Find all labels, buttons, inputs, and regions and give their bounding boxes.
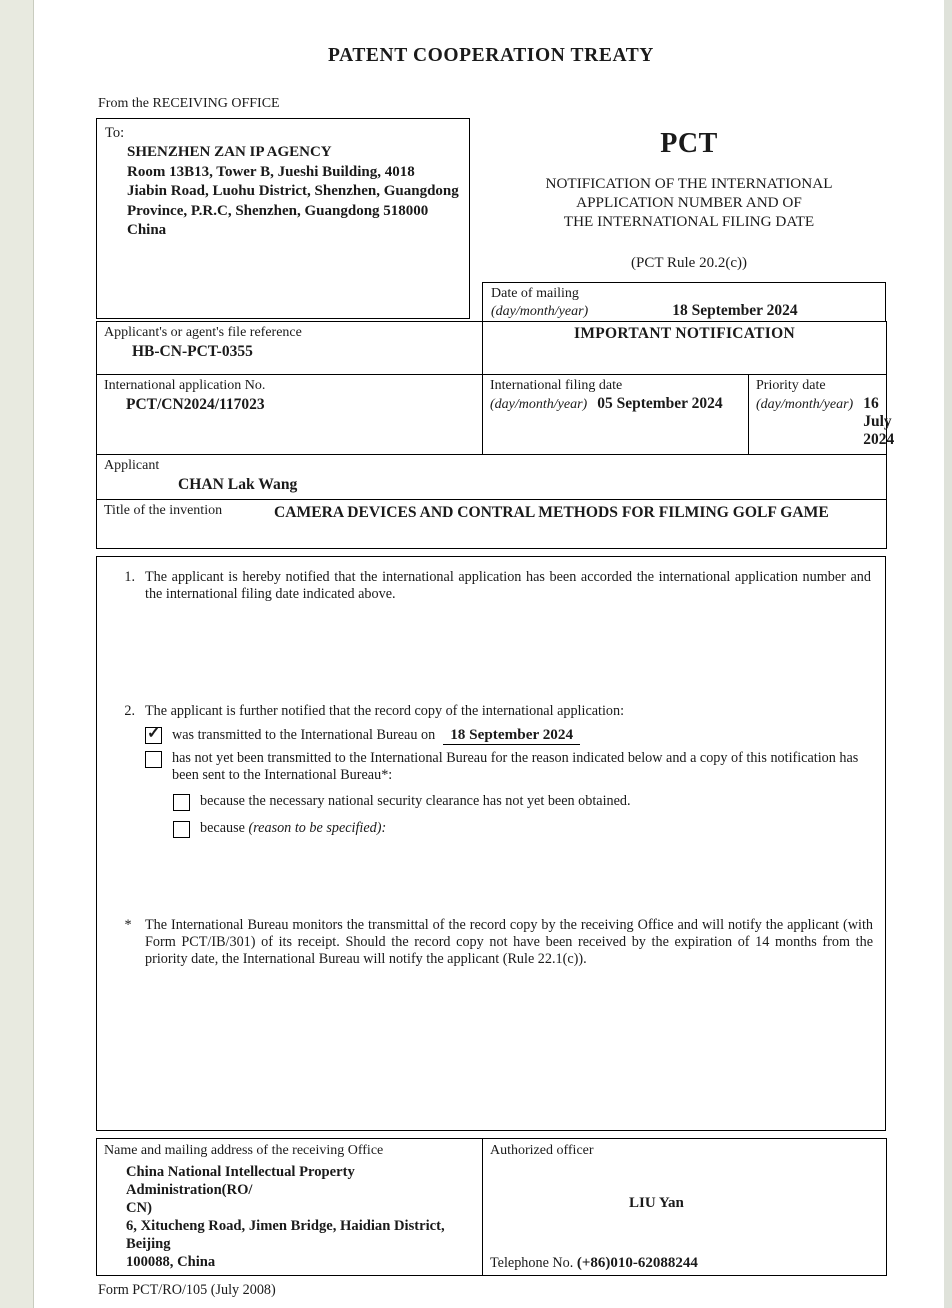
important-notification-cell: IMPORTANT NOTIFICATION xyxy=(483,322,887,375)
authorized-officer-name: LIU Yan xyxy=(629,1195,684,1211)
item-2-number: 2. xyxy=(124,703,135,719)
telephone-value: (+86)010-62088244 xyxy=(576,1255,698,1271)
header-section xyxy=(96,118,886,321)
from-receiving-office-label: From the RECEIVING OFFICE xyxy=(98,96,280,111)
notification-item-1 xyxy=(111,569,871,603)
addressee-box xyxy=(96,118,470,319)
filing-date-cell xyxy=(483,375,749,455)
pct-subtitle-line-3: THE INTERNATIONAL FILING DATE xyxy=(563,213,815,230)
filing-date-label: International filing date xyxy=(490,378,623,393)
application-number-cell xyxy=(97,375,483,455)
pct-subtitle-line-2: APPLICATION NUMBER AND OF xyxy=(576,194,802,211)
table-row xyxy=(97,1139,887,1276)
pct-subtitle-line-1: NOTIFICATION OF THE INTERNATIONAL xyxy=(545,175,833,192)
checkbox-other-reason-hint: (reason to be specified): xyxy=(248,820,387,836)
receiving-office-label: Name and mailing address of the receiving Office xyxy=(104,1143,384,1158)
receiving-office-address xyxy=(126,1163,475,1271)
telephone-row xyxy=(490,1255,698,1272)
checkbox-security-clearance-label: because the necessary national security clearance has not yet been obtained. xyxy=(200,793,631,809)
addressee-line: Province, P.R.C, Shenzhen, Guangdong 518000 xyxy=(127,202,429,219)
checkbox-security-clearance[interactable] xyxy=(173,794,190,811)
priority-date-label: Priority date xyxy=(756,378,826,393)
document-sheet xyxy=(96,0,895,1299)
notification-item-2 xyxy=(111,703,871,720)
table-row xyxy=(97,375,887,455)
filing-date-row xyxy=(490,395,741,413)
application-number-label: International application No. xyxy=(104,378,266,393)
pct-rule-reference: (PCT Rule 20.2(c)) xyxy=(631,255,747,271)
authorized-officer-cell xyxy=(483,1139,887,1276)
footnote-text: The International Bureau monitors the transmittal of the record copy by the receiving Office and will notify the applicant (with Form PCT/IB/301) of its receipt. Should the record copy not have been received by the expiration of 14 months from the priority date, the International Bureau will notify the applicant (Rule 22.1(c)). xyxy=(145,917,873,967)
invention-title-cell xyxy=(97,500,887,549)
date-of-mailing-row xyxy=(491,302,877,320)
priority-date-value: 16 July 2024 xyxy=(863,395,895,448)
item-1-text: The applicant is hereby notified that the international application has been accorded the international application number and the international filing date indicated above. xyxy=(145,569,871,602)
table-row xyxy=(97,455,887,500)
form-identifier: Form PCT/RO/105 (July 2008) xyxy=(98,1282,276,1298)
receiving-office-line: 6, Xitucheng Road, Jimen Bridge, Haidian District, Beijing xyxy=(126,1218,445,1252)
addressee-line: Room 13B13, Tower B, Jueshi Building, 4018 xyxy=(127,163,415,180)
date-of-mailing-label: Date of mailing xyxy=(491,286,579,301)
pct-subtitle xyxy=(492,174,886,231)
checkbox-other-reason-label: because xyxy=(200,820,249,836)
application-number-value: PCT/CN2024/117023 xyxy=(126,396,265,413)
page-margin-right xyxy=(943,0,952,1308)
invention-title-label: Title of the invention xyxy=(104,503,223,518)
checkbox-transmitted-label-wrap xyxy=(172,726,871,744)
invention-title-value: CAMERA DEVICES AND CONTRAL METHODS FOR FILMING GOLF GAME xyxy=(274,504,829,521)
pct-title-panel xyxy=(492,118,886,272)
priority-date-cell xyxy=(749,375,895,455)
checkbox-transmitted[interactable] xyxy=(145,727,162,744)
checkbox-row-transmitted[interactable] xyxy=(145,726,871,744)
addressee-address xyxy=(127,143,461,241)
receiving-office-cell xyxy=(97,1139,483,1276)
checkbox-not-transmitted-label: has not yet been transmitted to the International Bureau for the reason indicated below and a copy of this notification has been sent to the International Bureau*: xyxy=(172,750,859,783)
addressee-line: SHENZHEN ZAN IP AGENCY xyxy=(127,144,332,160)
date-of-mailing-value: 18 September 2024 xyxy=(672,302,798,319)
file-reference-label: Applicant's or agent's file reference xyxy=(104,325,302,340)
notification-body xyxy=(96,556,886,1131)
file-reference-cell xyxy=(97,322,483,375)
checkbox-row-other-reason[interactable] xyxy=(173,820,871,838)
applicant-cell xyxy=(97,455,887,500)
table-row xyxy=(97,322,887,375)
date-of-mailing-format-hint: (day/month/year) xyxy=(491,304,589,319)
addressee-line: China xyxy=(127,222,167,238)
date-of-mailing-box xyxy=(482,282,886,322)
priority-date-format-hint: (day/month/year) xyxy=(756,397,854,412)
telephone-label: Telephone No. xyxy=(490,1255,577,1271)
page-margin-left xyxy=(0,0,34,1308)
item-1-number: 1. xyxy=(124,569,135,585)
checkbox-not-transmitted[interactable] xyxy=(145,751,162,768)
filing-date-value: 05 September 2024 xyxy=(597,395,723,412)
page-title: PATENT COOPERATION TREATY xyxy=(328,45,654,66)
applicant-label: Applicant xyxy=(104,458,160,473)
receiving-office-line: China National Intellectual Property Administration(RO/ xyxy=(126,1164,355,1198)
checkbox-row-security-clearance[interactable] xyxy=(173,793,871,811)
receiving-office-line: CN) xyxy=(126,1200,152,1216)
receiving-office-line: 100088, China xyxy=(126,1254,216,1270)
checkbox-row-not-transmitted[interactable] xyxy=(145,750,871,784)
document-page xyxy=(34,0,944,1308)
checkbox-other-reason-label-wrap xyxy=(200,820,871,837)
footnote-block xyxy=(111,917,873,968)
table-row xyxy=(97,500,887,549)
file-reference-value: HB-CN-PCT-0355 xyxy=(132,343,253,360)
checkbox-other-reason[interactable] xyxy=(173,821,190,838)
applicant-value: CHAN Lak Wang xyxy=(178,476,298,493)
priority-date-row xyxy=(756,395,895,449)
to-label: To: xyxy=(105,125,125,141)
pct-logo-text: PCT xyxy=(660,128,718,159)
addressee-line: Jiabin Road, Luohu District, Shenzhen, Guangdong xyxy=(127,183,459,199)
transmitted-date-value: 18 September 2024 xyxy=(443,726,580,745)
filing-date-format-hint: (day/month/year) xyxy=(490,397,588,412)
footnote-marker: * xyxy=(124,917,132,933)
authorized-officer-label: Authorized officer xyxy=(490,1143,594,1158)
checkbox-transmitted-label: was transmitted to the International Bureau on xyxy=(172,727,436,743)
item-2-text: The applicant is further notified that the record copy of the international application: xyxy=(145,703,625,719)
footer-table xyxy=(96,1138,887,1276)
bibliographic-table xyxy=(96,321,895,549)
